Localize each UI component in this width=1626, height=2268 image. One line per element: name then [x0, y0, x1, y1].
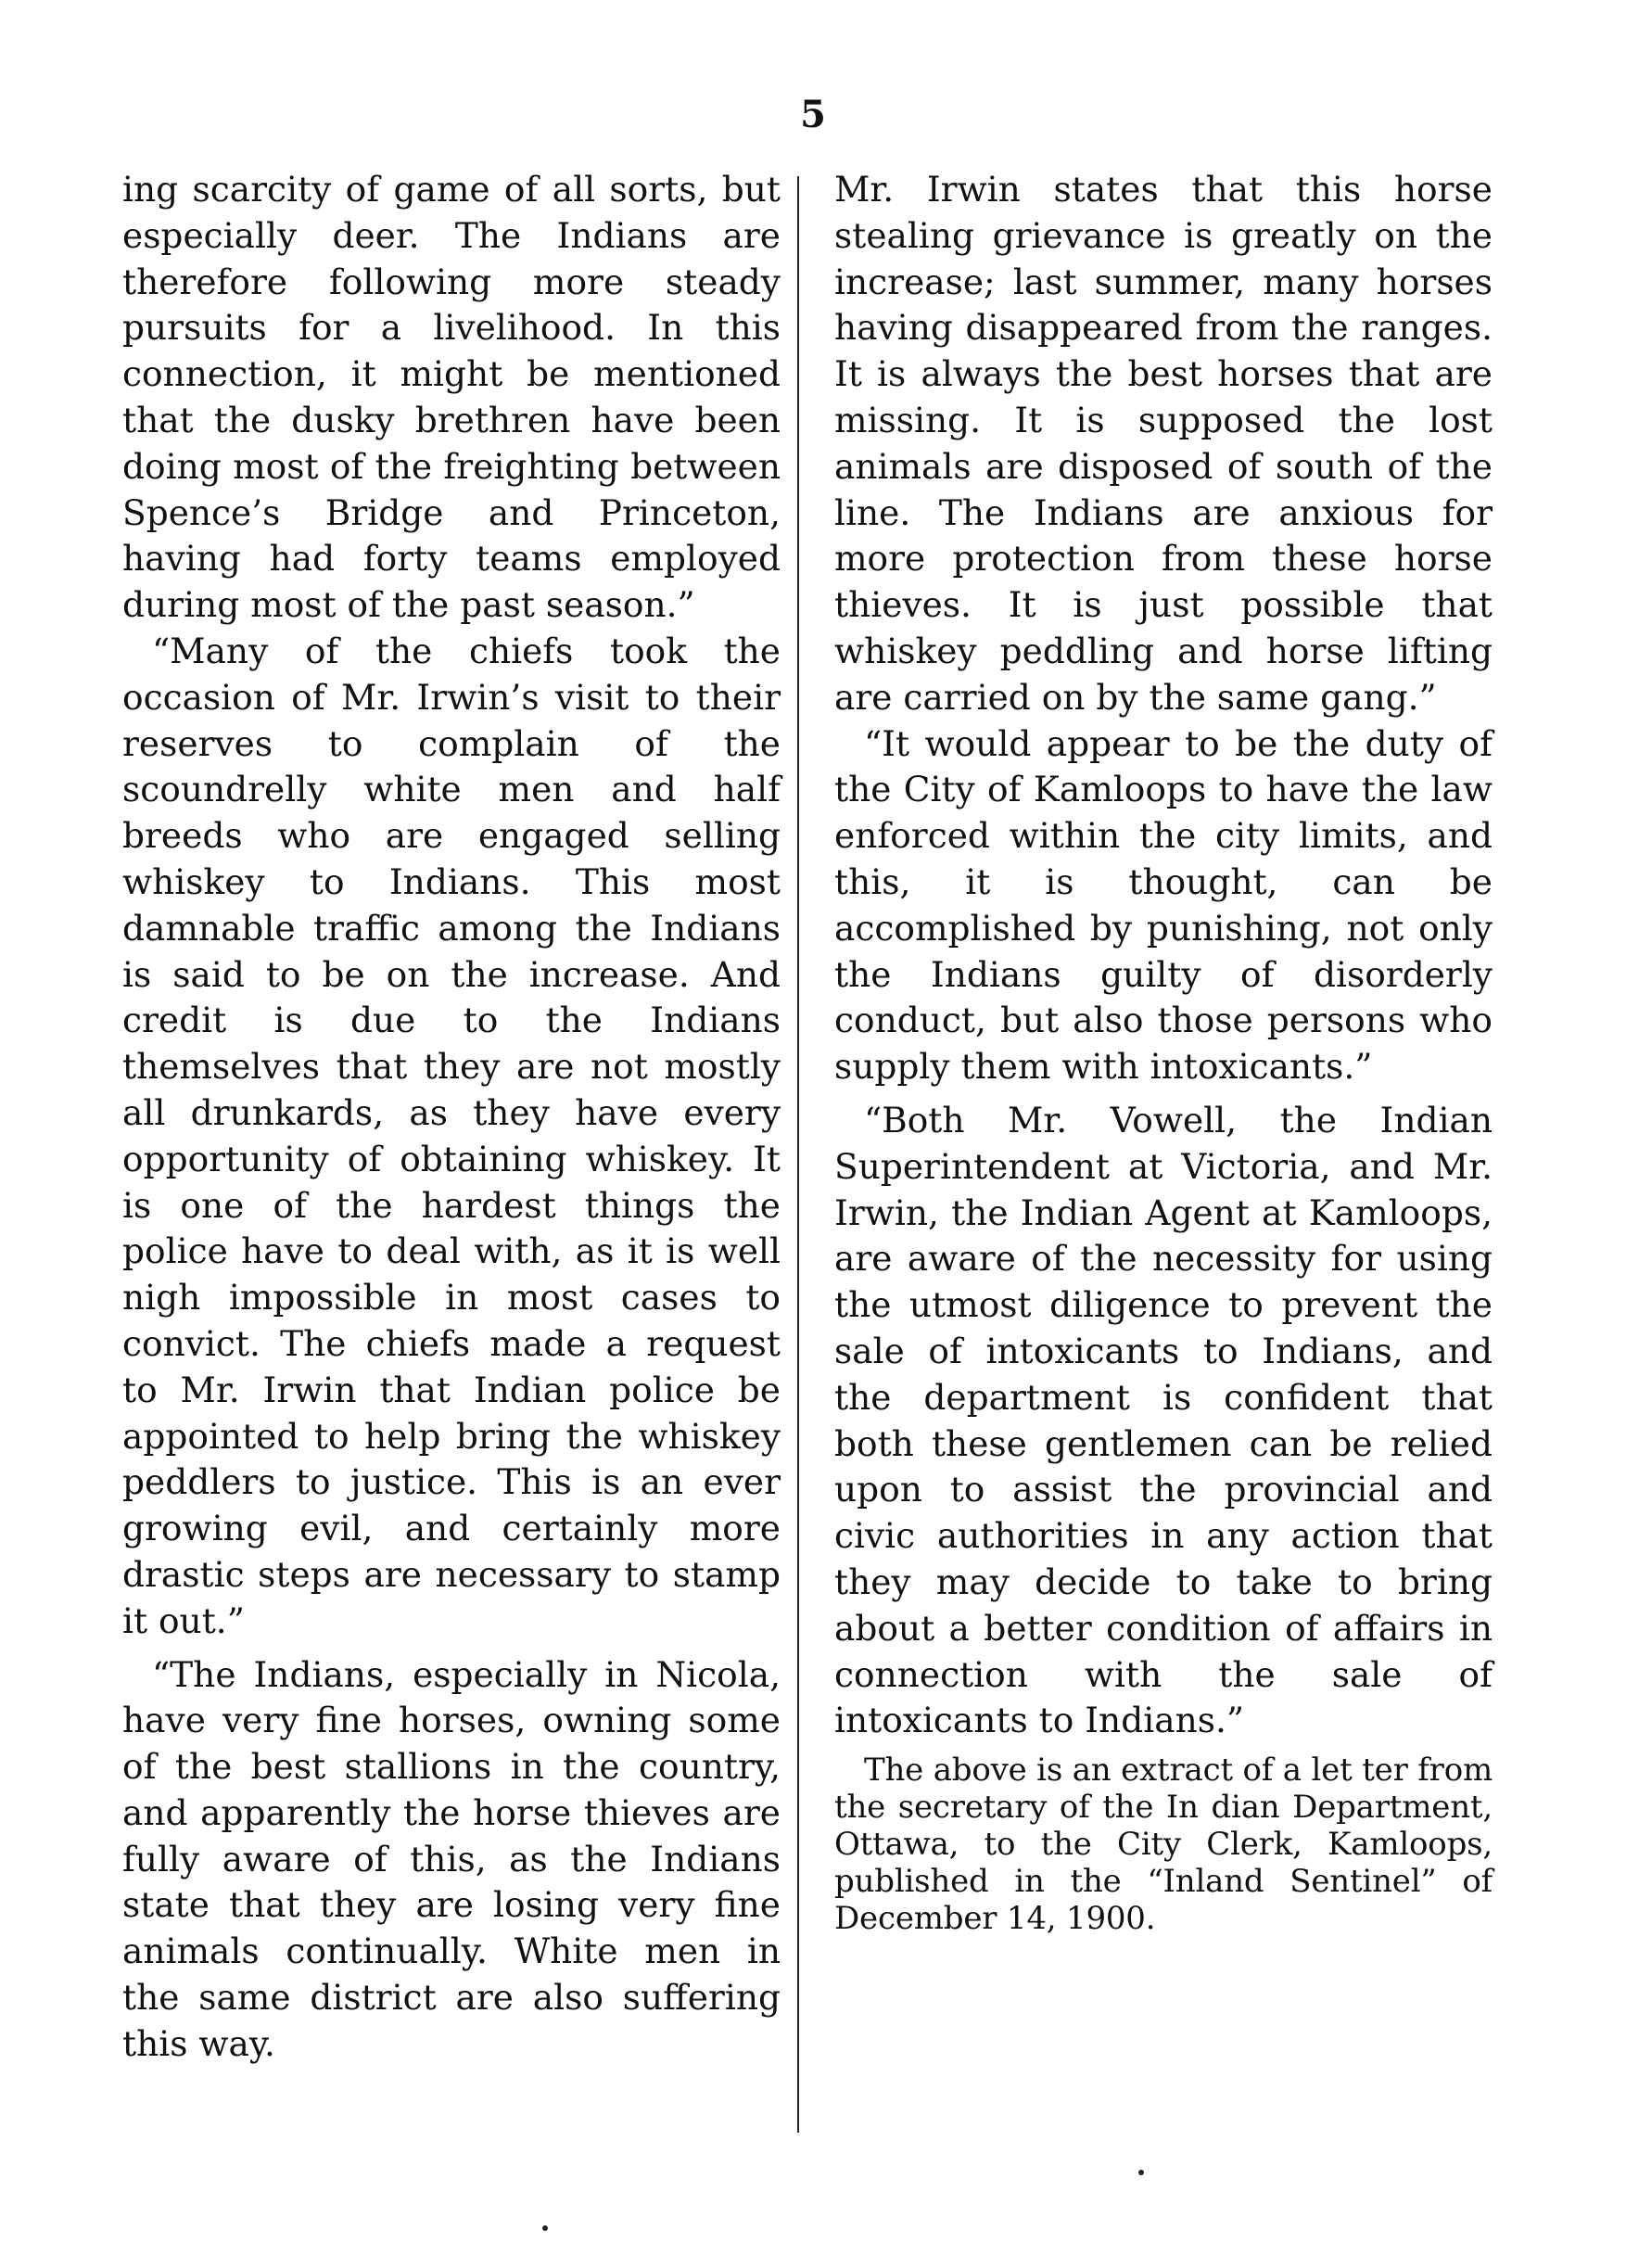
- paragraph: Mr. Irwin states that this horse stealing grievance is greatly on the increase; last summer, many horses having disappeared from the ranges. It is always the best horses that are missing. It is supposed the lost animals are disposed of south of the line. The Indians are anxious for more protection from these horse thieves. It is just possible that whiskey peddling and horse lifting are carried on by the same gang.”: [834, 169, 1493, 718]
- right-column: [834, 167, 1493, 1937]
- paragraph: “The Indians, especially in Nicola, have very fine horses, owning some of the best stallions in the country, and apparently the horse thieves are fully aware of this, as the Indians state that they are losing very fine animals continually. White men in the same district are also suffering this way.: [122, 1653, 781, 2064]
- paragraph: “Both Mr. Vowell, the Indian Superintendent at Victoria, and Mr. Irwin, the Indian Agent at Kamloops, are aware of the necessity for using the utmost diligence to prevent the sale of intoxicants to Indians, and the department is confident that both these gentlemen can be relied upon to assist the provincial and civic authorities in any action that they may decide to take to bring about a better condition of affairs in connection with the sale of intoxicants to Indians.”: [834, 1099, 1493, 1741]
- column-divider: [797, 176, 799, 2133]
- print-speck: [1138, 2170, 1144, 2175]
- page-number: 5: [800, 93, 826, 136]
- paragraph: ing scarcity of game of all sorts, but especially deer. The Indians are therefore following more steady pursuits for a livelihood. In this connection, it might be mentioned that the dusky brethren have been doing most of the freighting between Spence’s Bridge and Princeton, having had forty teams employed during most of the past season.”: [122, 169, 781, 626]
- paragraph: “Many of the chiefs took the occasion of Mr. Irwin’s visit to their reserves to complain of the scoundrelly white men and half breeds who are engaged selling whiskey to Indians. This most damnable traffic among the Indians is said to be on the increase. And credit is due to the Indians themselves that they are not mostly all drunkards, as they have every opportunity of obtaining whiskey. It is one of the hardest things the police have to deal with, as it is well nigh impossible in most cases to convict. The chiefs made a request to Mr. Irwin that Indian police be appointed to help bring the whiskey peddlers to justice. This is an ever growing evil, and certainly more drastic steps are necessary to stamp it out.”: [122, 630, 781, 1641]
- paragraph: “It would appear to be the duty of the City of Kamloops to have the law enforced within the city limits, and this, it is thought, can be accomplished by punishing, not only the Indians guilty of disorderly conduct, but also those persons who supply them with intoxicants.”: [834, 722, 1493, 1088]
- source-note: The above is an extract of a let ter from the secretary of the In dian Department, Ottawa, to the City Clerk, Kamloops, published in the “Inland Sentinel” of December 14, 1900.: [834, 1752, 1493, 1938]
- left-column: [122, 167, 781, 2068]
- print-speck: [542, 2225, 548, 2231]
